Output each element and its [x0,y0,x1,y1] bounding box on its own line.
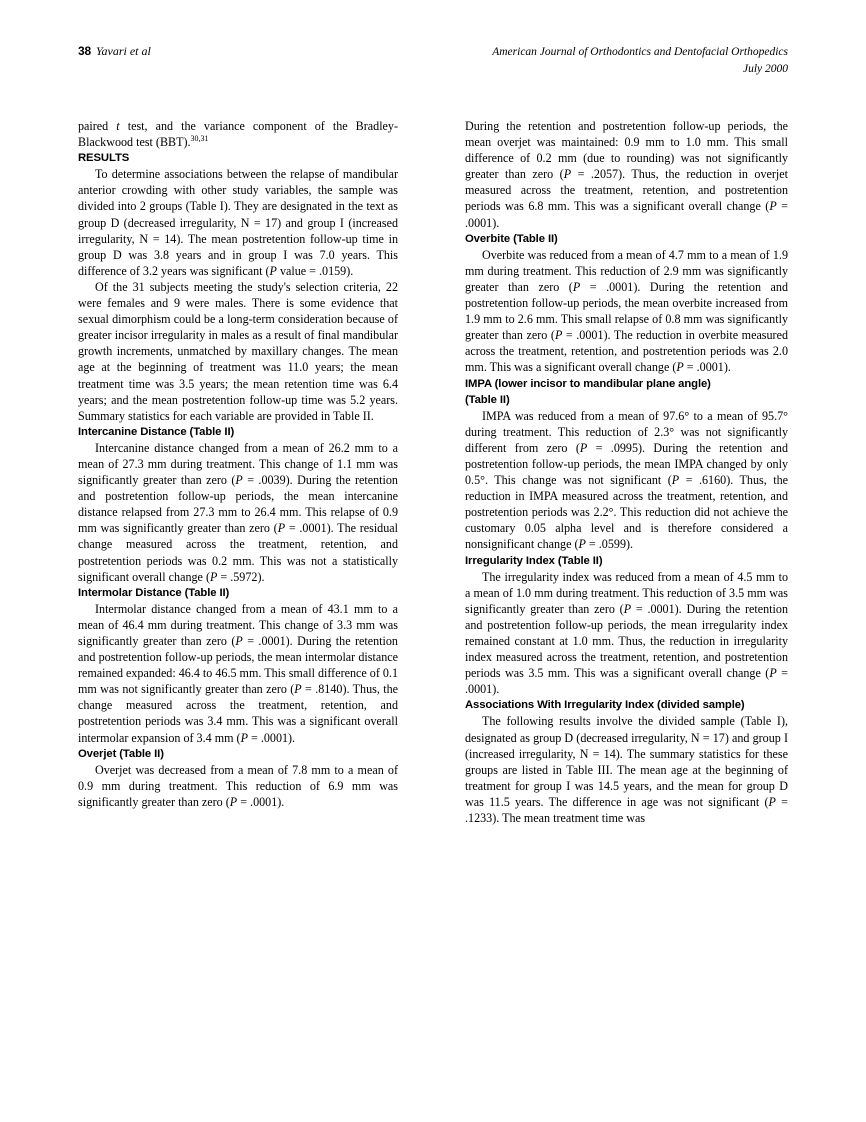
issue-date: July 2000 [742,63,788,75]
page-number: 38 [78,44,91,58]
paragraph-results-1: To determine associations between the relapse of mandibular anterior crowding with other study variables, the sample was divided into 2 groups (Table I). They are designated in the text as group D (decreased irregularity, N = 17) and group I (increased irregularity, N = 14). The mean postretention follow-up time in group D was 3.8 years and in group I was 7.0 years. This difference of 3.2 years was significant (P value = .0159). [78,167,398,278]
running-head-right [492,44,788,78]
running-head-left [78,44,151,59]
section-heading-impa-line2: (Table II) [465,393,510,406]
paragraph-overbite-1: Overbite was reduced from a mean of 4.7 mm to a mean of 1.9 mm during treatment. This reduction of 2.9 mm was significantly greater than zero (P = .0001). During the retention and postretention follow-up periods, the mean overbite increased from 1.9 mm to 2.6 mm. This small relapse of 0.8 mm was significantly greater than zero (P = .0001). The reduction in overbite measured across the treatment, retention, and postretention periods was 2.0 mm. This was a significant overall change (P = .0001). [465,247,789,375]
paragraph-overjet-1: Overjet was decreased from a mean of 7.8 mm to a mean of 0.9 mm during treatment. This reduction of 6.9 mm was significantly greater than zero (P = .0001). [78,762,398,809]
paragraph-intercanine-1: Intercanine distance changed from a mean of 26.2 mm to a mean of 27.3 mm during treatment. This change of 1.1 mm was significantly greater than zero (P = .0039). During the retention and postretention follow-up periods, the mean intercanine distance relapsed from 27.3 mm to 26.4 mm. This relapse of 0.9 mm was significantly greater than zero (P = .0001). The residual change measured across the treatment, retention, and postretention periods was 0.2 mm. This was not a statistically significant overall change (P = .5972). [78,440,398,584]
paragraph-impa-1: IMPA was reduced from a mean of 97.6° to a mean of 95.7° during treatment. This reduction of 2.3° was not significantly different from zero (P = .0995). During the retention and postretention follow-up periods, the mean IMPA changed by only 0.5°. This change was not significant (P = .6160). Thus, the reduction in IMPA measured across the treatment, retention, and postretention periods was 2.2°. This reduction did not achieve the customary 0.05 alpha level and is therefore considered a nonsignificant change (P = .0599). [465,408,788,552]
section-heading-impa-line1: IMPA (lower incisor to mandibular plane angle) [465,377,711,390]
body-columns [78,118,788,826]
page-content-area [78,44,788,1044]
paragraph-continued-text: paired t test, and the variance component of the Bradley-Blackwood test (BBT). [78,119,398,150]
paragraph-overjet-2: During the retention and postretention follow-up periods, the mean overjet was maintained: 0.9 mm to 1.0 mm. This small difference of 0.2 mm (due to rounding) was not significantly greater than zero (P = .2057). Thus, the reduction in overjet measured across the treatment, retention, and postretention periods was 6.8 mm. This was a significant overall change (P = .0001). [465,119,788,230]
running-head-author: Yavari et al [95,44,151,58]
paragraph-intermolar-1: Intermolar distance changed from a mean of 43.1 mm to a mean of 46.4 mm during treatment. This change of 3.3 mm was significantly greater than zero (P = .0001). During the retention and postretention follow-up periods, the mean intermolar distance remained expanded: 46.4 to 46.5 mm. This small difference of 0.1 mm was not significantly greater than zero (P = .8140). Thus, the change measured across the treatment, retention, and postretention periods was 3.4 mm. This was a significant overall intermolar expansion of 3.4 mm (P = .0001). [78,601,398,745]
section-heading-associations: Associations With Irregularity Index (divided sample) [465,699,745,712]
journal-title: American Journal of Orthodontics and Dentofacial Orthopedics [492,46,788,58]
paragraph-irregularity-1: The irregularity index was reduced from a mean of 4.5 mm to a mean of 1.0 mm during treatment. This reduction of 3.5 mm was significantly greater than zero (P = .0001). During the retention and postretention follow-up periods, the mean irregularity index remained constant at 1.0 mm. Thus, the reduction in irregularity index measured across the treatment, retention, and postretention periods was 3.5 mm. This was a significant overall change (P = .0001). [465,569,788,697]
section-heading-overbite: Overbite (Table II) [465,232,558,245]
paragraph-associations-1: The following results involve the divided sample (Table I), designated as group D (decreased irregularity, N = 17) and group I (increased irregularity, N = 14). The summary statistics for these groups are listed in Table III. The mean age at the beginning of treatment for group I was 14.5 years, and the mean for group D was 11.5 years. The difference in age was not significant (P = .1233). The mean treatment time was [465,714,788,826]
citation-superscript: 30,31 [190,134,209,144]
section-heading-results: RESULTS [78,152,130,165]
left-column [78,118,398,826]
paragraph-continued [78,118,398,150]
section-heading-overjet: Overjet (Table II) [78,747,164,760]
right-column [465,118,788,826]
section-heading-irregularity-index: Irregularity Index (Table II) [465,554,603,567]
section-heading-intercanine-distance: Intercanine Distance (Table II) [78,425,235,438]
running-head [78,44,788,92]
paragraph-results-2: Of the 31 subjects meeting the study's selection criteria, 22 were females and 9 were males. There is some evidence that sexual dimorphism could be a long-term consideration because of greater incisor irregularity in males as a result of final mandibular growth increments, unmatched by maxillary changes. The mean age at the beginning of treatment was 11.0 years; the mean treatment time was 3.5 years; the mean retention time was 6.4 years; and the mean postretention follow-up time was 5.2 years. Summary statistics for each variable are provided in Table II. [78,279,398,423]
section-heading-intermolar-distance: Intermolar Distance (Table II) [78,586,230,599]
